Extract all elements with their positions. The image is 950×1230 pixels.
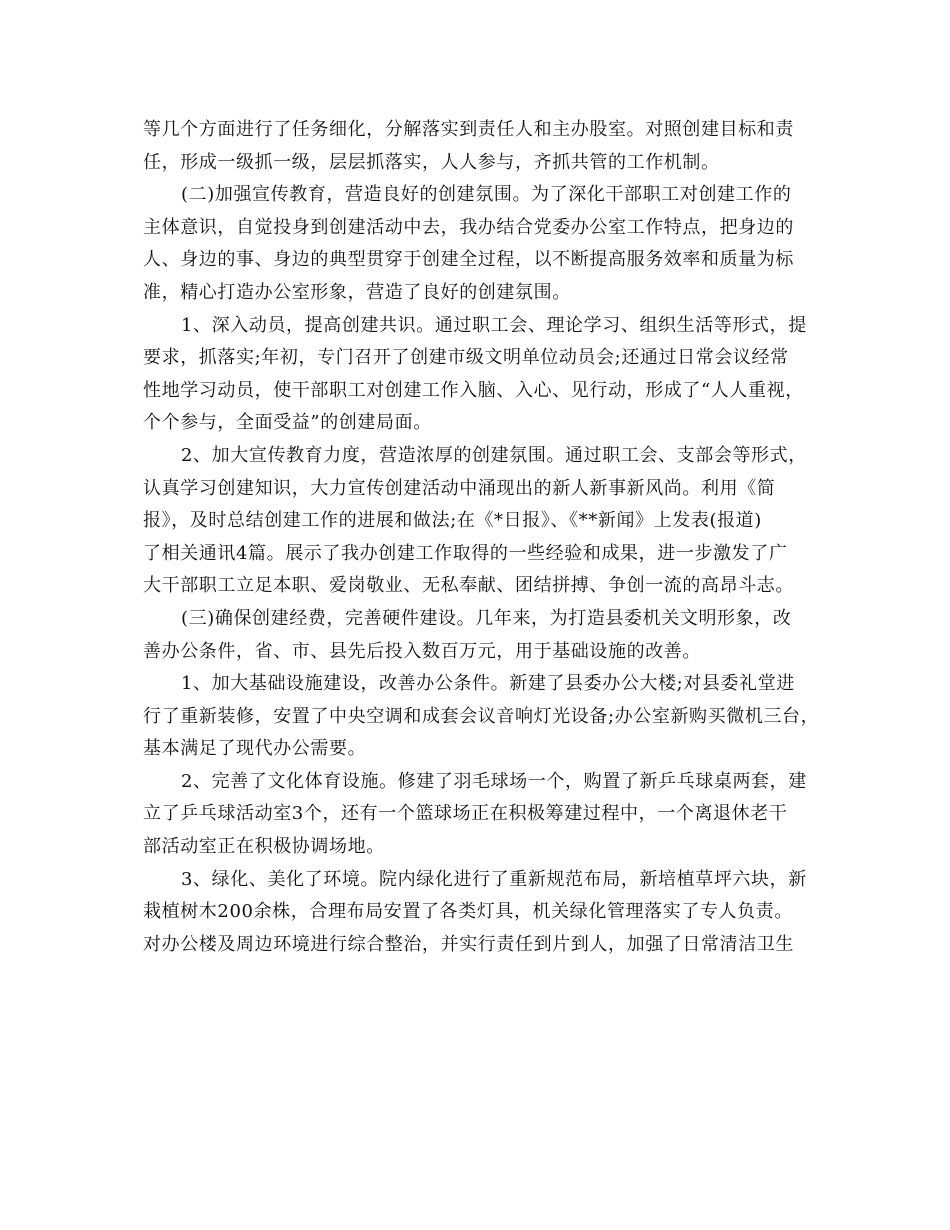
paragraph-line: 3、绿化、美化了环境。院内绿化进行了重新规范布局，新培植草坪六块，新 <box>181 868 807 890</box>
paragraph <box>143 766 813 864</box>
paragraph-line: 基本满足了现代办公需要。 <box>143 738 367 760</box>
paragraph-line: 个个参与，全面受益”的创建局面。 <box>143 412 432 434</box>
paragraph-line: 栽植树木200余株，合理布局安置了各类灯具，机关绿化管理落实了专人负责。 <box>143 901 793 923</box>
paragraph <box>143 440 813 603</box>
paragraph-line: (三)确保创建经费，完善硬件建设。几年来，为打造县委机关文明形象，改 <box>181 607 792 629</box>
paragraph-line: 要求，抓落实;年初，专门召开了创建市级文明单位动员会;还通过日常会议经常 <box>143 347 789 369</box>
paragraph-line: 大干部职工立足本职、爱岗敬业、无私奉献、团结拼搏、争创一流的高昂斗志。 <box>143 575 794 597</box>
paragraph-line: 准，精心打造办公室形象，营造了良好的创建氛围。 <box>143 281 571 303</box>
paragraph-line: 性地学习动员，使干部职工对创建工作入脑、入心、见行动，形成了“人人重视， <box>143 379 804 401</box>
paragraph <box>143 668 820 766</box>
paragraph-line: 2、加大宣传教育力度，营造浓厚的创建氛围。通过职工会、支部会等形式， <box>181 444 807 466</box>
paragraph-line: 善办公条件，省、市、县先后投入数百万元，用于基础设施的改善。 <box>143 640 701 662</box>
paragraph-line: 行了重新装修，安置了中央空调和成套会议音响灯光设备;办公室新购买微机三台， <box>143 705 820 727</box>
paragraph <box>143 864 813 962</box>
paragraph-line: 立了乒乓球活动室3个，还有一个篮球场正在积极筹建过程中，一个离退休老干 <box>143 803 788 825</box>
paragraph <box>143 310 813 440</box>
paragraph-line: 部活动室正在积极协调场地。 <box>143 836 385 858</box>
paragraph-line: (二)加强宣传教育，营造良好的创建氛围。为了深化干部职工对创建工作的 <box>181 184 792 206</box>
paragraph-line: 任，形成一级抓一级，层层抓落实，人人参与，齐抓共管的工作机制。 <box>143 151 720 173</box>
paragraph-line: 了相关通讯4篇。展示了我办创建工作取得的一些经验和成果，进一步激发了广 <box>143 542 788 564</box>
paragraph-line: 主体意识，自觉投身到创建活动中去，我办结合党委办公室工作特点，把身边的 <box>143 216 794 238</box>
paragraph <box>143 179 813 309</box>
paragraph-line: 对办公楼及周边环境进行综合整治，并实行责任到片到人，加强了日常清洁卫生 <box>143 933 794 955</box>
paragraph-line: 人、身边的事、身边的典型贯穿于创建全过程，以不断提高服务效率和质量为标 <box>143 249 794 271</box>
paragraph-line: 2、完善了文化体育设施。修建了羽毛球场一个，购置了新乒乓球桌两套，建 <box>181 770 807 792</box>
paragraph <box>143 603 813 668</box>
paragraph-line: 等几个方面进行了任务细化，分解落实到责任人和主办股室。对照创建目标和责 <box>143 119 794 140</box>
paragraph <box>143 114 813 179</box>
paragraph-line: 1、深入动员，提高创建共识。通过职工会、理论学习、组织生活等形式，提 <box>181 314 807 336</box>
document-body <box>143 114 820 961</box>
paragraph-line: 认真学习创建知识，大力宣传创建活动中涌现出的新人新事新风尚。利用《简 <box>143 477 776 499</box>
paragraph-line: 1、加大基础设施建设，改善办公条件。新建了县委办公大楼;对县委礼堂进 <box>181 673 795 695</box>
paragraph-line: 报》，及时总结创建工作的进展和做法;在《*日报》、《**新闻》上发表(报道) <box>143 510 762 532</box>
